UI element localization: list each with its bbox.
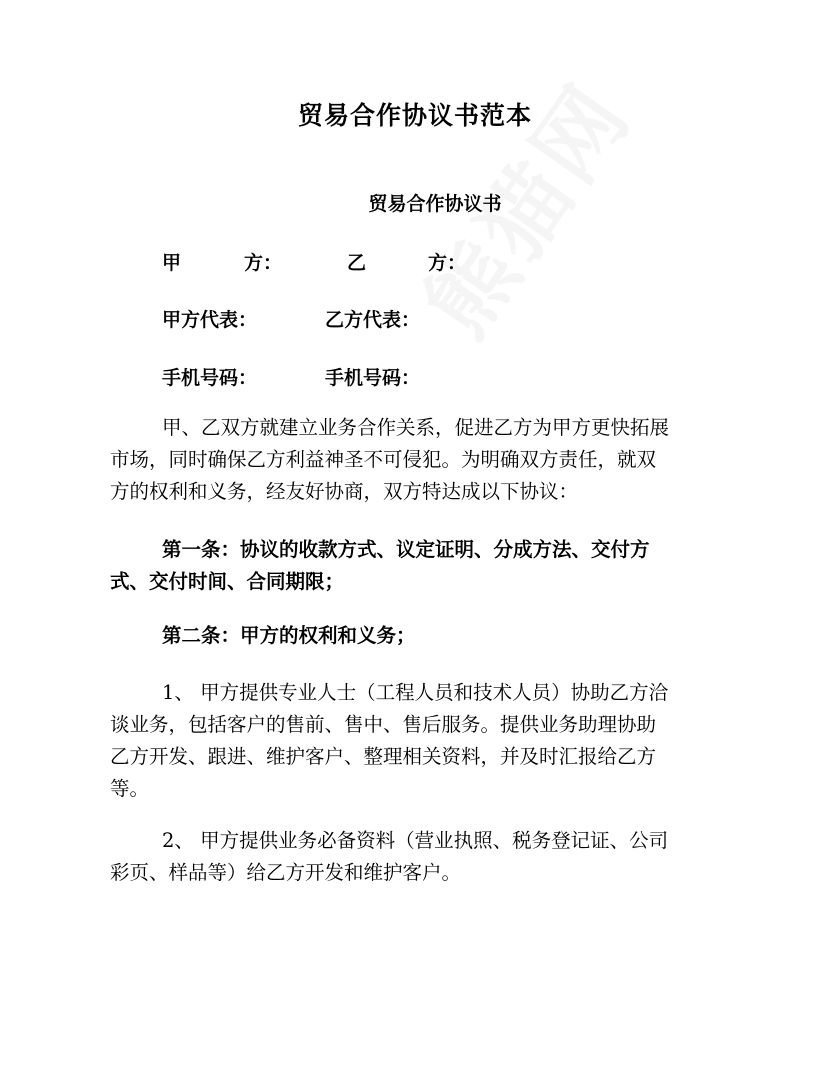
party-a-fang-label: 方： [244, 252, 283, 274]
article-2 [110, 620, 700, 652]
item-line: 谈业务，包括客户的售前、售中、售后服务。提供业务助理协助 [110, 713, 657, 736]
item-line: 2、 甲方提供业务必备资料（营业执照、税务登记证、公司 [162, 829, 669, 852]
item-1 [110, 677, 700, 805]
item-line: 1、 甲方提供专业人士（工程人员和技术人员）协助乙方洽 [162, 681, 669, 704]
party-b-phone-label: 手机号码： [325, 367, 421, 389]
article-title: 第二条：甲方的权利和义务； [162, 624, 416, 647]
party-a-phone-label: 手机号码： [162, 367, 258, 389]
item-line: 彩页、样品等）给乙方开发和维护客户。 [110, 861, 462, 884]
paragraph-line: 市场，同时确保乙方利益神圣不可侵犯。为明确双方责任，就双 [110, 448, 657, 471]
document-subtitle: 贸易合作协议书 [368, 193, 502, 215]
paragraph-line: 甲、乙双方就建立业务合作关系，促进乙方为甲方更快拓展 [162, 416, 670, 439]
page-title: 贸易合作协议书范本 [297, 101, 532, 130]
intro-paragraph [110, 412, 700, 508]
article-line: 式、交付时间、合同期限； [110, 570, 345, 593]
article-line: 第一条：协议的收款方式、议定证明、分成方法、交付方 [162, 538, 650, 561]
paragraph-line: 方的权利和义务，经友好协商，双方特达成以下协议： [110, 480, 579, 503]
party-b-rep-label: 乙方代表： [325, 309, 421, 331]
party-a-rep-label: 甲方代表： [162, 309, 258, 331]
item-line: 等。 [110, 777, 150, 800]
party-a-label: 甲 [162, 252, 182, 274]
item-line: 乙方开发、跟进、维护客户、整理相关资料，并及时汇报给乙方 [110, 745, 657, 768]
party-b-label: 乙 [347, 252, 367, 274]
article-1 [110, 534, 700, 598]
party-b-fang-label: 方： [428, 252, 467, 274]
item-2 [110, 825, 700, 889]
